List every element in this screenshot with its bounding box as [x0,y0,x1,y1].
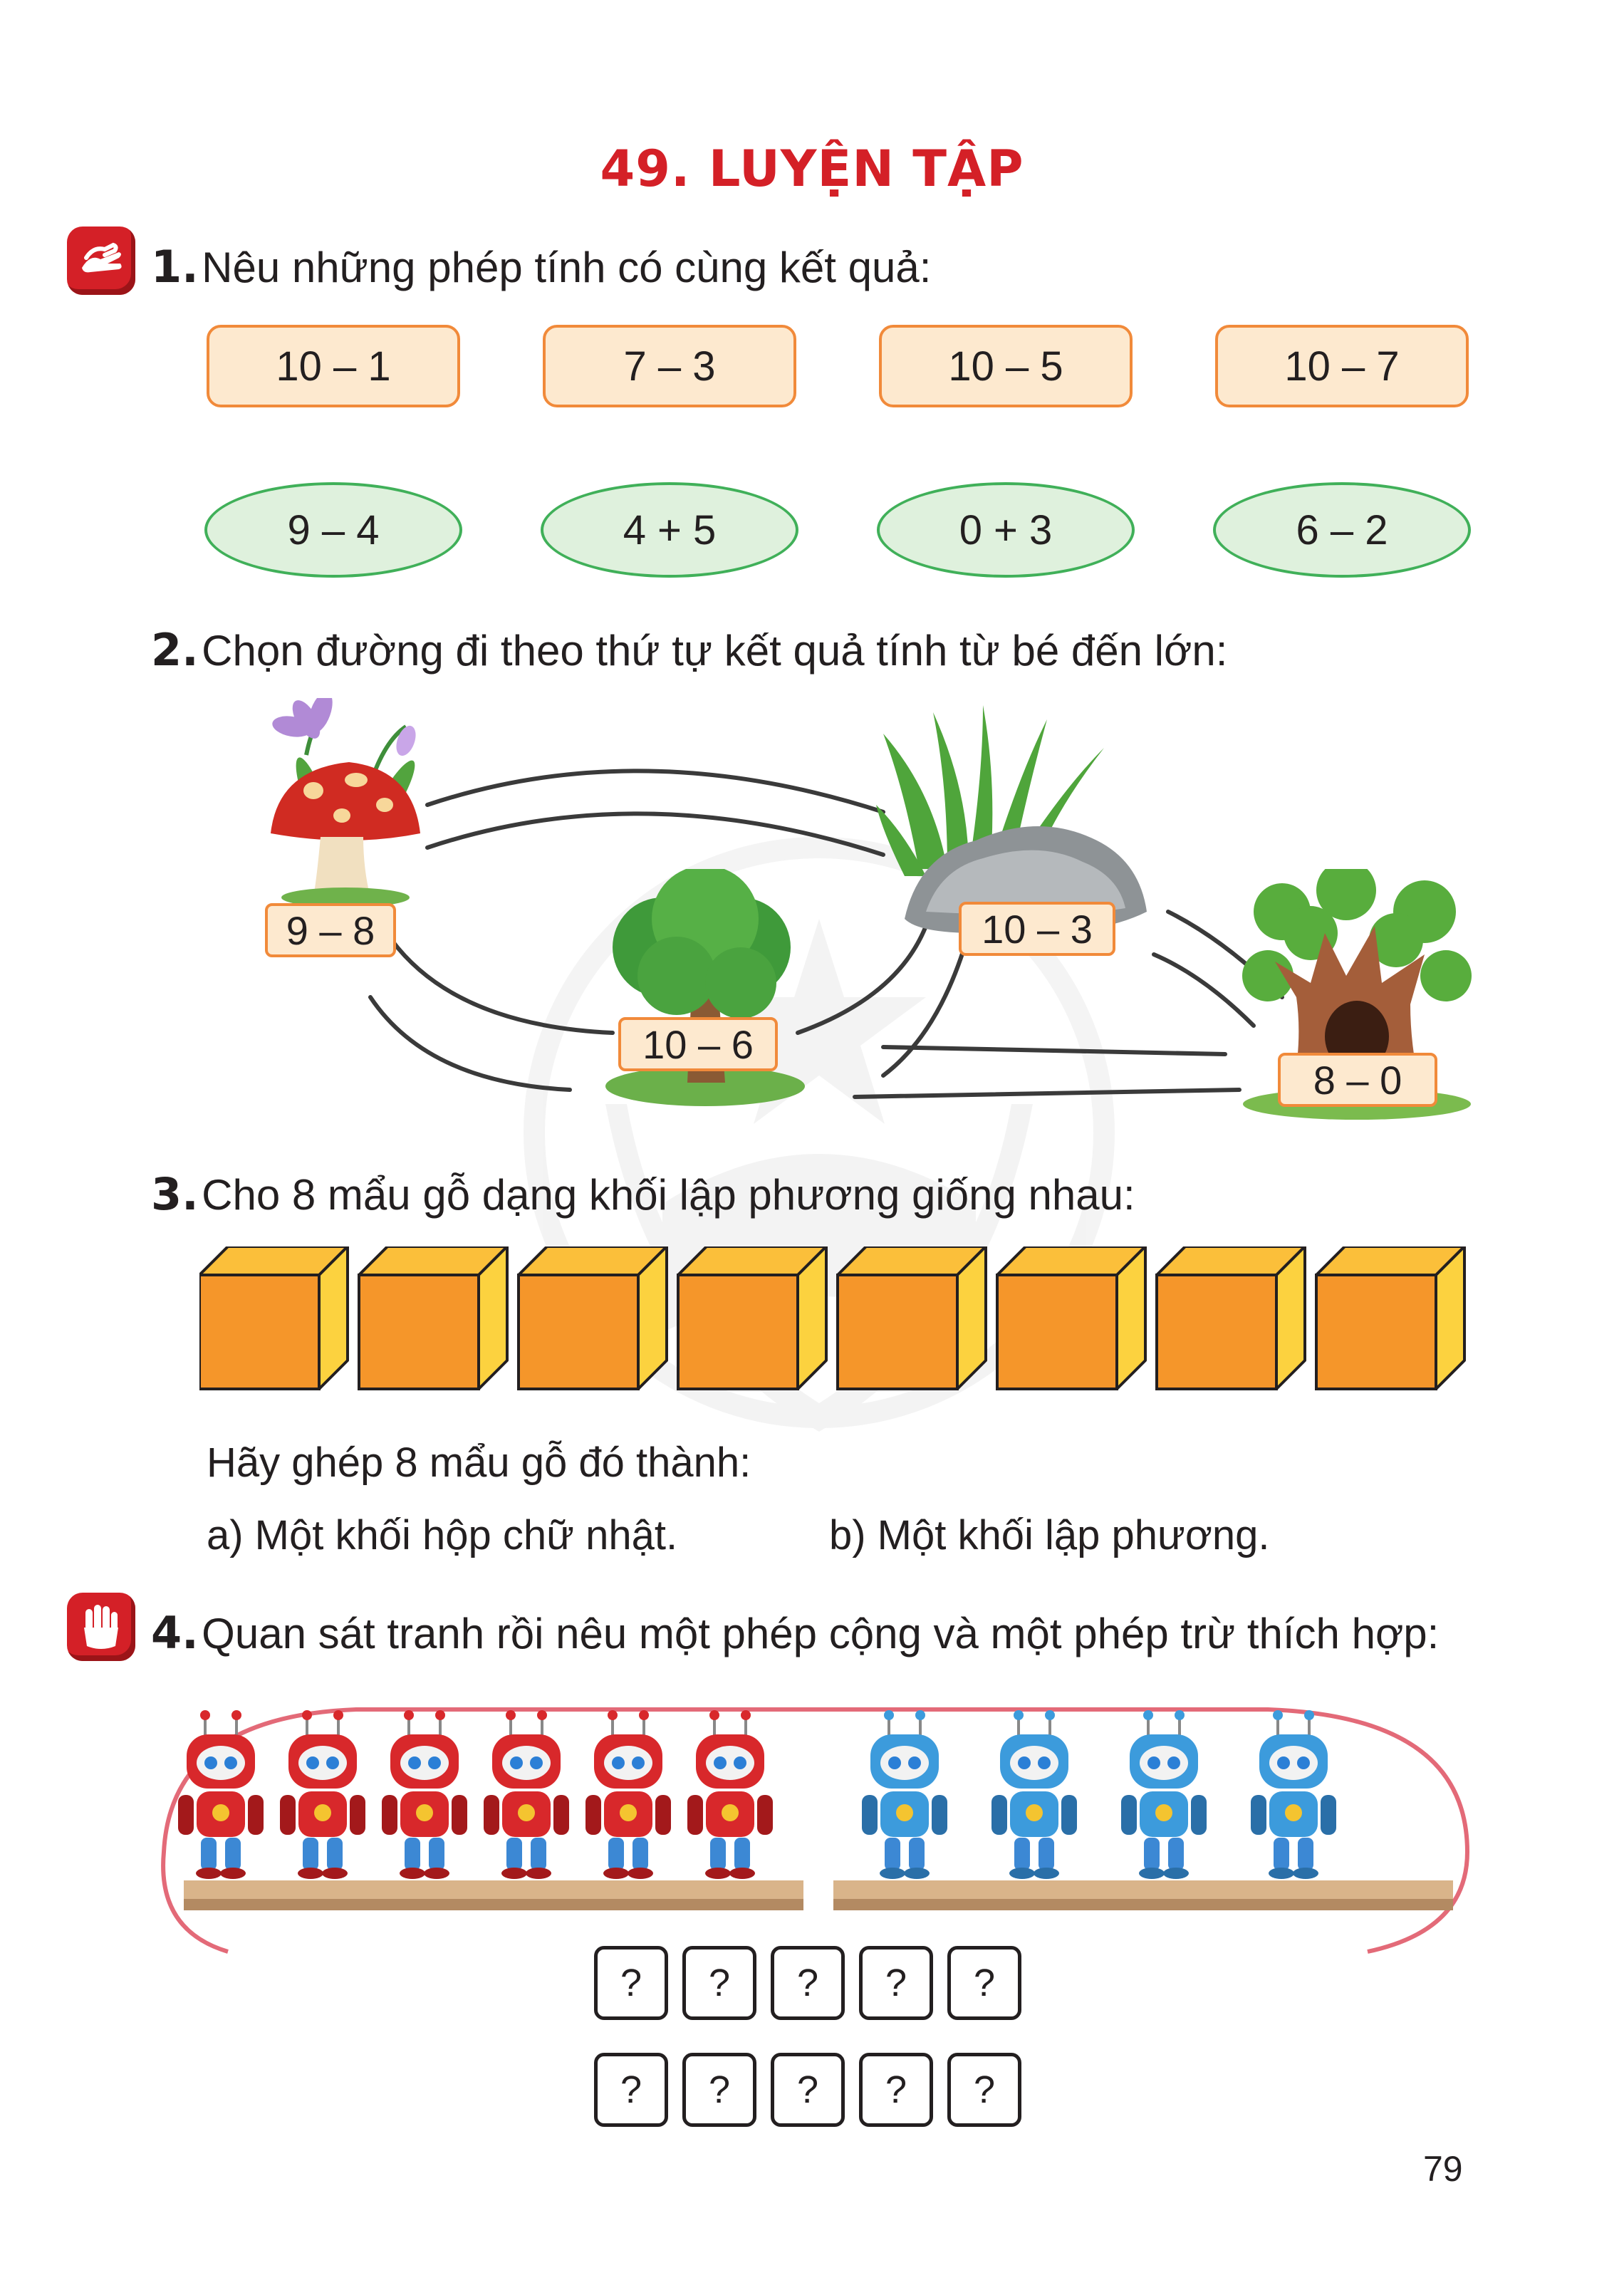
tag-tree: 10 – 6 [618,1017,778,1071]
path-tree-oak-1 [883,1047,1225,1054]
question-1 [151,241,931,293]
oval-card-4: 6 – 2 [1213,482,1471,578]
rect-card-1: 10 – 1 [207,325,460,407]
question-2-text: Chọn đường đi theo thứ tự kết quả tính từ bé đến lớn: [202,627,1228,675]
path-mushroom-rock-1 [427,771,883,812]
robot-scene [142,1695,1482,1966]
cube-3 [519,1246,667,1389]
answer-box-1-3[interactable]: ? [771,1946,845,2020]
red-robot-1 [178,1710,264,1879]
exercise-icon-1 [67,227,135,295]
cubes-row [199,1246,1482,1410]
blue-robot-4 [1251,1710,1336,1879]
question-3 [151,1168,1135,1220]
oval-card-1: 9 – 4 [204,482,462,578]
answer-box-1-5[interactable]: ? [947,1946,1021,2020]
question-1-number: 1. [151,241,199,293]
exercise-icon-4 [67,1593,135,1661]
path-tree-oak-2 [855,1090,1239,1097]
answer-box-1-4[interactable]: ? [859,1946,933,2020]
red-robot-6 [687,1710,773,1879]
answer-box-2-5[interactable]: ? [947,2053,1021,2127]
cube-4 [678,1246,826,1389]
question-4-number: 4. [151,1607,199,1659]
q3-instruction: Hãy ghép 8 mẩu gỗ đó thành: [207,1440,751,1486]
tag-mushroom: 9 – 8 [265,903,396,957]
path-tree-rock-2 [883,933,969,1076]
answer-box-2-4[interactable]: ? [859,2053,933,2127]
answer-box-2-3[interactable]: ? [771,2053,845,2127]
raised-hand-icon [80,1602,123,1652]
page-number: 79 [1423,2149,1463,2189]
question-3-text: Cho 8 mẩu gỗ dạng khối lập phương giống nhau: [202,1171,1135,1219]
blue-robot-1 [862,1710,947,1879]
oval-card-2: 4 + 5 [541,482,798,578]
path-mushroom-tree-2 [370,997,570,1090]
tag-hollow-tree: 8 – 0 [1278,1053,1437,1107]
q3-option-a: a) Một khối hộp chữ nhật. [207,1512,678,1558]
cube-6 [997,1246,1145,1389]
question-3-number: 3. [151,1168,199,1220]
tree-illustration [598,869,812,1111]
rect-card-4: 10 – 7 [1215,325,1469,407]
question-4-text: Quan sát tranh rồi nêu một phép cộng và một phép trừ thích hợp: [202,1610,1440,1657]
cube-2 [359,1246,507,1389]
hands-icon [76,239,126,282]
path-rock-oak-2 [1154,954,1254,1026]
answer-box-1-1[interactable]: ? [594,1946,668,2020]
rect-card-2: 7 – 3 [543,325,796,407]
answer-box-2-2[interactable]: ? [682,2053,756,2127]
question-1-text: Nêu những phép tính có cùng kết quả: [202,244,932,291]
red-robot-4 [484,1710,569,1879]
cube-8 [1316,1246,1464,1389]
red-robot-3 [382,1710,467,1879]
rect-card-3: 10 – 5 [879,325,1133,407]
cube-1 [199,1246,348,1389]
tag-rock: 10 – 3 [959,902,1115,956]
cube-7 [1157,1246,1305,1389]
question-2-number: 2. [151,624,199,676]
question-4 [151,1607,1439,1659]
oval-card-3: 0 + 3 [877,482,1135,578]
cube-5 [838,1246,986,1389]
blue-robot-2 [991,1710,1077,1879]
path-mushroom-rock-2 [427,813,883,855]
blue-robot-3 [1121,1710,1207,1879]
red-robot-2 [280,1710,365,1879]
path-mushroom-tree-1 [392,940,613,1033]
page-title: 49. LUYỆN TẬP [600,140,1024,198]
question-2 [151,624,1227,676]
q3-option-b: b) Một khối lập phương. [829,1512,1270,1558]
answer-box-2-1[interactable]: ? [594,2053,668,2127]
red-robot-5 [585,1710,671,1879]
answer-box-1-2[interactable]: ? [682,1946,756,2020]
mushroom-illustration [264,698,434,912]
